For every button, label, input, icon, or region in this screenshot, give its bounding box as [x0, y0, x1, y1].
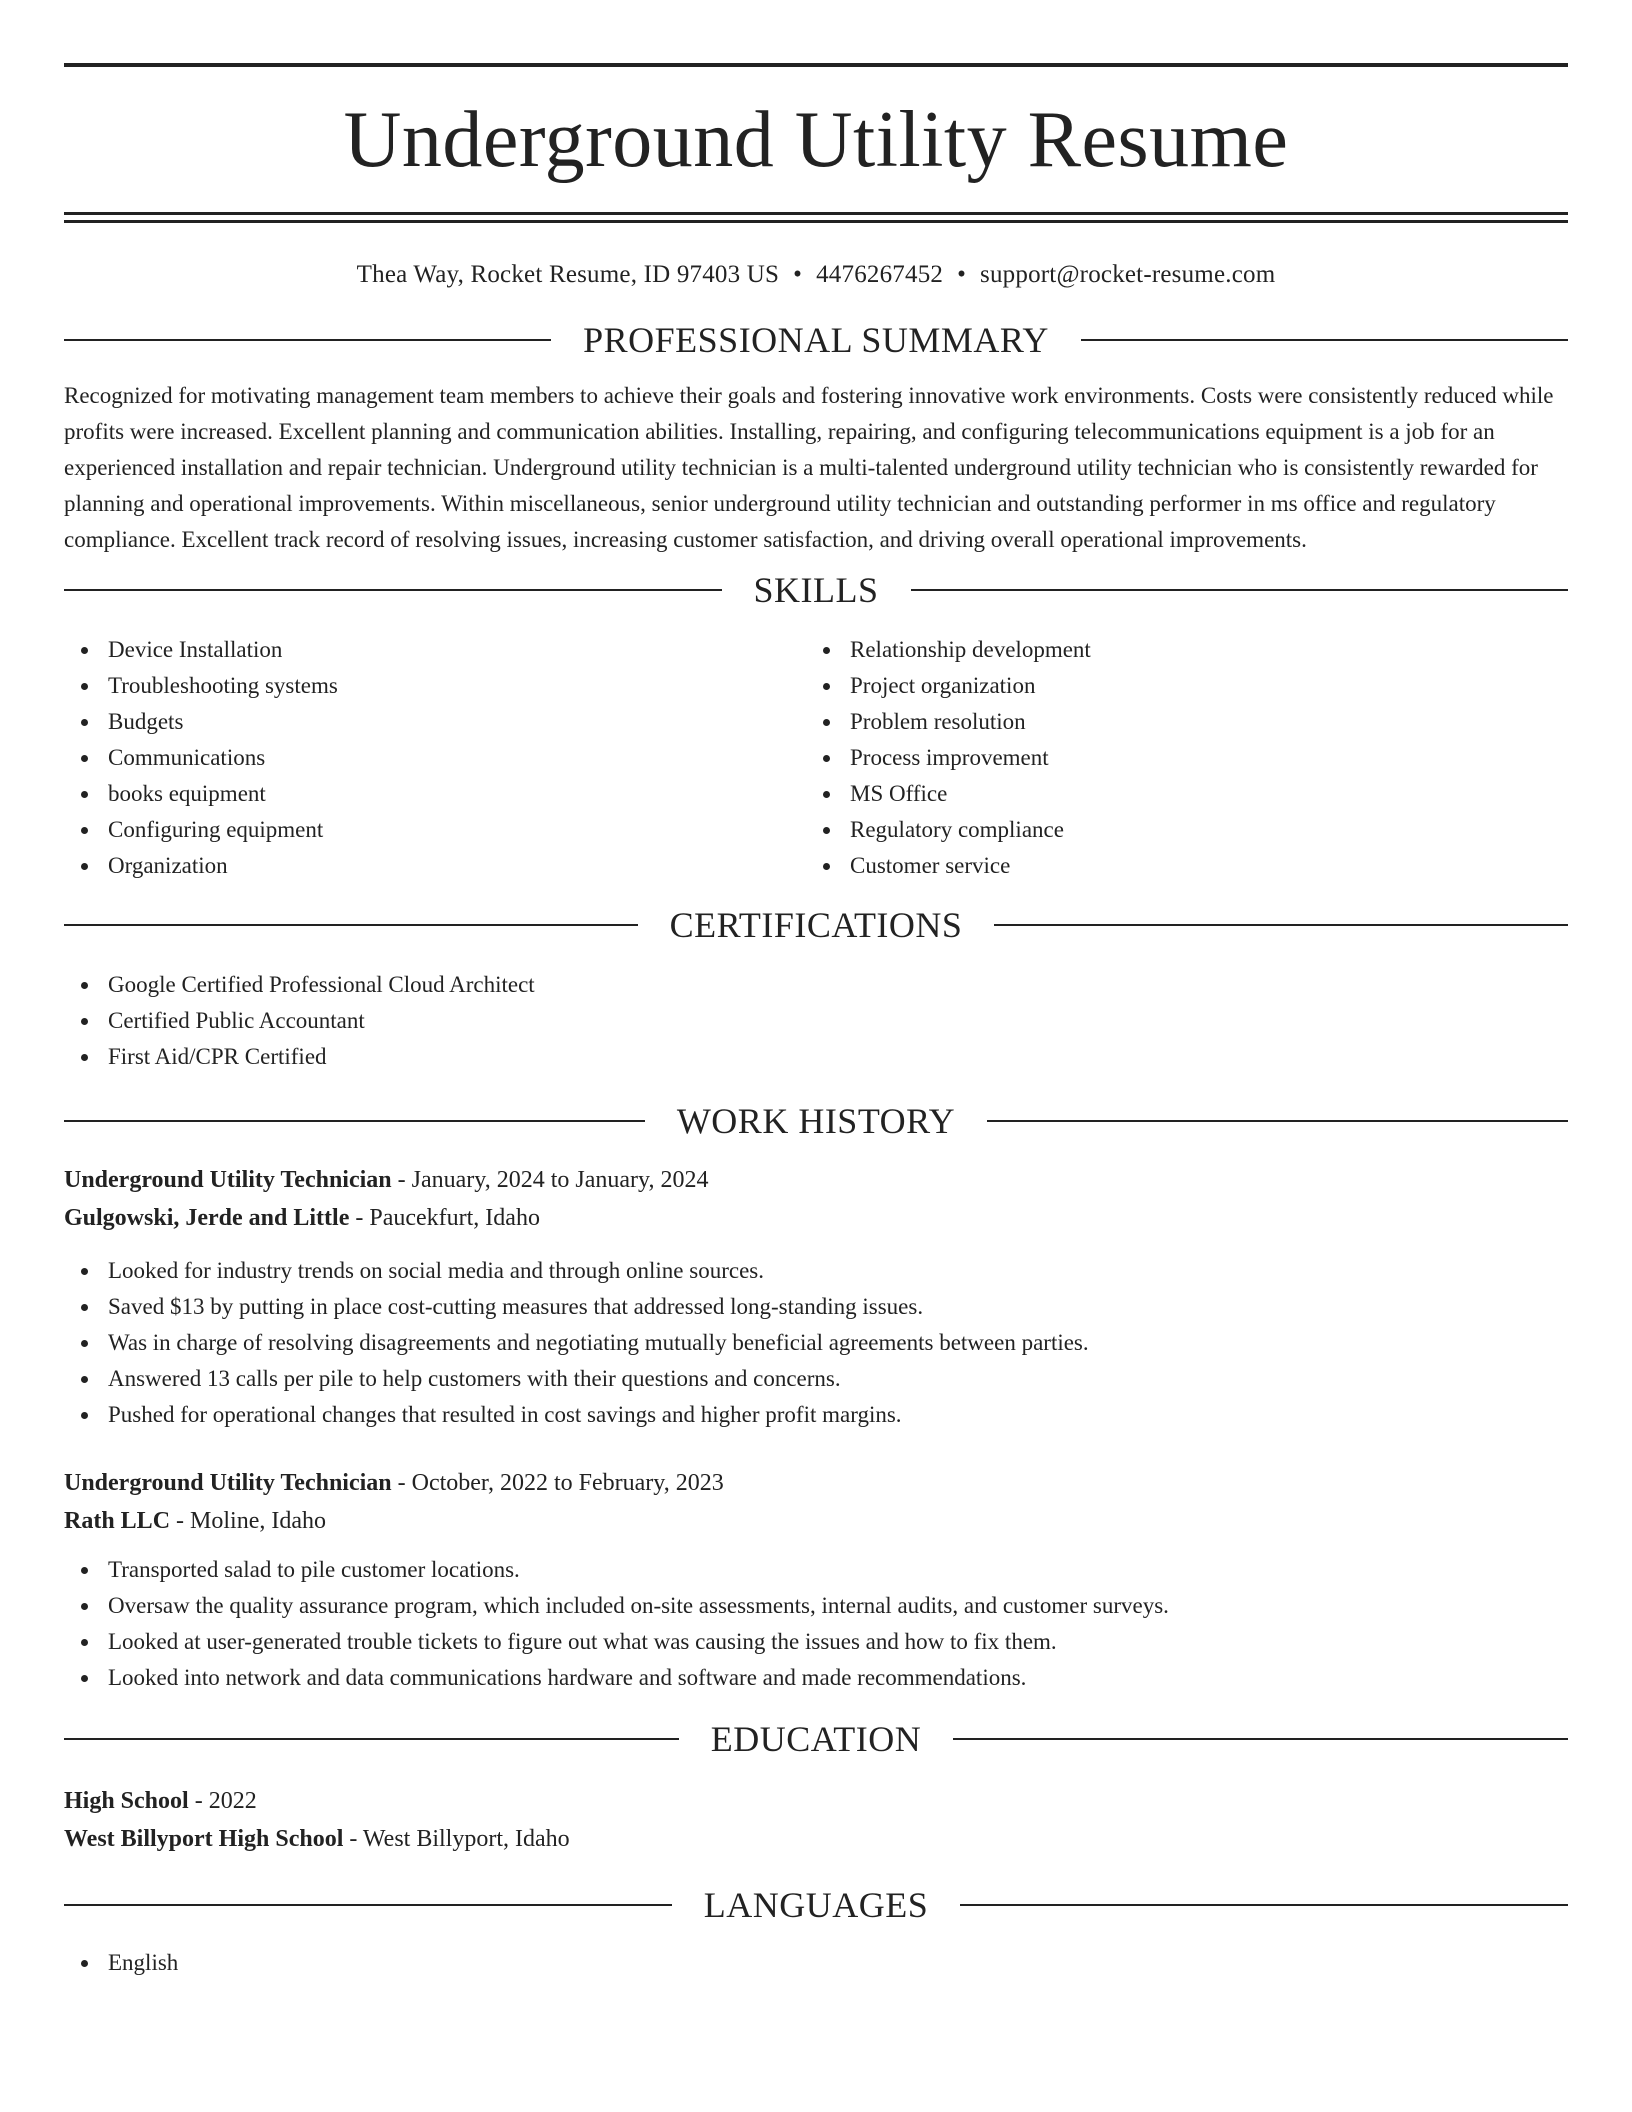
- contact-phone: 4476267452: [816, 261, 944, 288]
- education-entry: [64, 1782, 1568, 1858]
- job-title-line: [64, 1161, 1568, 1199]
- skill-item: Device Installation: [64, 632, 806, 668]
- section-rule-left: [64, 589, 722, 591]
- skills-grid: [64, 632, 1568, 884]
- skills-list-right: [806, 632, 1548, 884]
- section-title-education: EDUCATION: [710, 1719, 922, 1759]
- contact-separator: •: [793, 261, 803, 288]
- job-company-line: [64, 1502, 1568, 1540]
- title-double-rule: [64, 212, 1568, 223]
- skill-item: books equipment: [64, 776, 806, 812]
- job-title: Underground Utility Technician: [64, 1470, 392, 1496]
- job-location: - Paucekfurt, Idaho: [349, 1205, 540, 1231]
- job-duty-item: Looked into network and data communications hardware and software and made recommendations.: [64, 1660, 1568, 1696]
- section-title-skills: SKILLS: [753, 570, 879, 610]
- skill-item: Project organization: [806, 668, 1548, 704]
- skill-item: Budgets: [64, 704, 806, 740]
- job-entry: [64, 1464, 1568, 1696]
- language-item: English: [64, 1945, 1568, 1981]
- job-duties-list: [64, 1253, 1568, 1433]
- education-degree: High School: [64, 1788, 189, 1814]
- job-duty-item: Saved $13 by putting in place cost-cutting measures that addressed long-standing issues.: [64, 1289, 1568, 1325]
- job-duty-item: Oversaw the quality assurance program, which included on-site assessments, internal audits, and customer surveys.: [64, 1588, 1568, 1624]
- job-duty-item: Looked at user-generated trouble tickets to figure out what was causing the issues and how to fix them.: [64, 1624, 1568, 1660]
- section-title-languages: LANGUAGES: [703, 1885, 929, 1925]
- section-rule-right: [911, 589, 1569, 591]
- contact-separator: •: [957, 261, 967, 288]
- job-duty-item: Looked for industry trends on social media and through online sources.: [64, 1253, 1568, 1289]
- section-header-skills: [64, 572, 1568, 608]
- section-rule-left: [64, 1904, 672, 1906]
- job-duties-list: [64, 1552, 1568, 1696]
- skill-item: Customer service: [806, 848, 1548, 884]
- section-header-certifications: [64, 907, 1568, 943]
- certifications-list: [64, 967, 1568, 1075]
- education-year: - 2022: [188, 1788, 257, 1814]
- job-title: Underground Utility Technician: [64, 1167, 392, 1193]
- summary-text: Recognized for motivating management team members to achieve their goals and fostering innovative work environments. Costs were consistently reduced while profits were increased. Excellent planning and communication abilities. Installing, repairing, and configuring telecommunications equipment is a job for an experienced installation and repair technician. Underground utility technician is a multi-talented underground utility technician who is consistently rewarded for planning and operational improvements. Within miscellaneous, senior underground utility technician and outstanding performer in ms office and regulatory compliance. Excellent track record of resolving issues, increasing customer satisfaction, and driving overall operational improvements.: [64, 383, 1554, 552]
- skill-item: MS Office: [806, 776, 1548, 812]
- section-header-summary: [64, 322, 1568, 358]
- languages-list: [64, 1945, 1568, 1981]
- job-title-line: [64, 1464, 1568, 1502]
- job-dates: - January, 2024 to January, 2024: [391, 1167, 709, 1193]
- job-location: - Moline, Idaho: [170, 1508, 326, 1534]
- skill-item: Organization: [64, 848, 806, 884]
- skill-item: Troubleshooting systems: [64, 668, 806, 704]
- top-rule: [64, 63, 1568, 67]
- section-rule-left: [64, 339, 551, 341]
- education-location: - West Billyport, Idaho: [343, 1826, 570, 1852]
- education-degree-line: [64, 1782, 1568, 1820]
- education-school: West Billyport High School: [64, 1826, 344, 1852]
- job-duty-item: Pushed for operational changes that resulted in cost savings and higher profit margins.: [64, 1397, 1568, 1433]
- skill-item: Process improvement: [806, 740, 1548, 776]
- job-company: Gulgowski, Jerde and Little: [64, 1205, 350, 1231]
- section-header-languages: [64, 1887, 1568, 1923]
- section-header-work: [64, 1103, 1568, 1139]
- job-entry: [64, 1161, 1568, 1433]
- skill-item: Problem resolution: [806, 704, 1548, 740]
- skill-item: Communications: [64, 740, 806, 776]
- contact-address: Thea Way, Rocket Resume, ID 97403 US: [356, 261, 780, 288]
- skill-item: Regulatory compliance: [806, 812, 1548, 848]
- section-rule-right: [1081, 339, 1568, 341]
- section-title-summary: PROFESSIONAL SUMMARY: [583, 320, 1049, 360]
- certification-item: Google Certified Professional Cloud Architect: [64, 967, 1568, 1003]
- section-rule-left: [64, 924, 638, 926]
- skills-list-left: [64, 632, 806, 884]
- section-rule-right: [960, 1904, 1568, 1906]
- job-duty-item: Transported salad to pile customer locations.: [64, 1552, 1568, 1588]
- skill-item: Relationship development: [806, 632, 1548, 668]
- section-rule-right: [987, 1120, 1568, 1122]
- section-title-work: WORK HISTORY: [676, 1101, 956, 1141]
- section-rule-left: [64, 1120, 645, 1122]
- job-company-line: [64, 1199, 1568, 1237]
- job-company: Rath LLC: [64, 1508, 171, 1534]
- resume-title: Underground Utility Resume: [343, 96, 1289, 184]
- section-rule-left: [64, 1738, 679, 1740]
- job-dates: - October, 2022 to February, 2023: [391, 1470, 724, 1496]
- job-duty-item: Answered 13 calls per pile to help customers with their questions and concerns.: [64, 1361, 1568, 1397]
- section-header-education: [64, 1721, 1568, 1757]
- education-school-line: [64, 1820, 1568, 1858]
- job-duty-item: Was in charge of resolving disagreements and negotiating mutually beneficial agreements between parties.: [64, 1325, 1568, 1361]
- certification-item: Certified Public Accountant: [64, 1003, 1568, 1039]
- contact-line: [64, 262, 1568, 287]
- section-rule-right: [953, 1738, 1568, 1740]
- section-rule-right: [994, 924, 1568, 926]
- section-title-certifications: CERTIFICATIONS: [669, 905, 963, 945]
- contact-email: support@rocket-resume.com: [980, 261, 1276, 288]
- skill-item: Configuring equipment: [64, 812, 806, 848]
- certification-item: First Aid/CPR Certified: [64, 1039, 1568, 1075]
